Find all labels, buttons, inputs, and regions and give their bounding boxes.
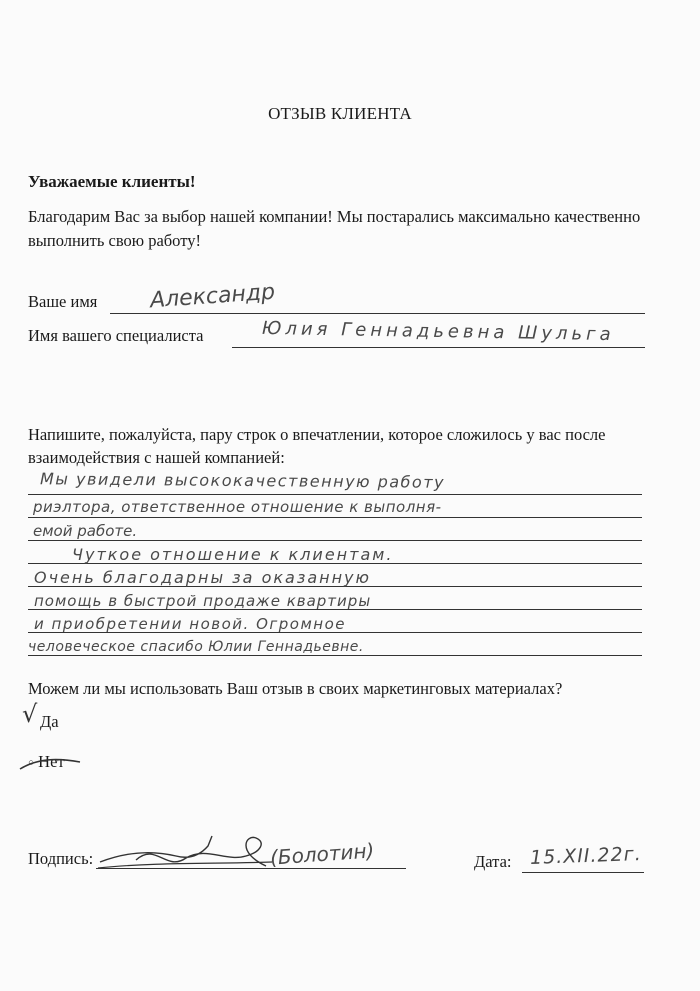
option-no-strike-icon (18, 752, 88, 774)
signature-line (96, 868, 406, 869)
review-question: Напишите, пожалуйста, пару строк о впечатлении, которое сложилось у вас после взаимодействия с нашей компанией: (28, 425, 606, 467)
signature-scribble-icon (96, 832, 276, 882)
review-text-line: помощь в быстрой продаже квартиры (34, 592, 372, 610)
review-line (28, 655, 642, 656)
review-line (28, 517, 642, 518)
review-text-line: Очень благодарны за оказанную (34, 568, 371, 587)
date-value: 15.XII.22г. (529, 843, 643, 869)
signature-label: Подпись: (28, 849, 94, 868)
option-no-bullet-icon: ○ (28, 757, 35, 769)
name-line (110, 313, 645, 314)
form-title: ОТЗЫВ КЛИЕНТА (268, 104, 412, 123)
name-label: Ваше имя (28, 292, 98, 311)
review-text-line: человеческое спасибо Юлии Геннадьевне. (28, 639, 364, 655)
intro-text: Благодарим Вас за выбор нашей компании! Мы постарались максимально качественно выполнить свою работу! (28, 207, 641, 250)
option-yes[interactable]: Да (40, 712, 59, 731)
date-label: Дата: (474, 852, 512, 871)
review-text-line: риэлтора, ответственное отношение к выполня- (33, 498, 442, 516)
review-line (28, 540, 642, 541)
specialist-label: Имя вашего специалиста (28, 326, 204, 345)
yes-checkmark: √ (22, 700, 38, 728)
review-line (28, 494, 642, 495)
greeting: Уважаемые клиенты! (28, 172, 196, 191)
review-text-line: Чуткое отношение к клиентам. (72, 545, 394, 564)
date-line (522, 872, 644, 873)
specialist-line (232, 347, 645, 348)
marketing-question: Можем ли мы использовать Ваш отзыв в своих маркетинговых материалах? (28, 679, 563, 698)
review-text-line: емой работе. (33, 522, 138, 540)
signature-name: (Болотин) (269, 838, 376, 870)
option-no: Нет (38, 752, 65, 771)
specialist-value: Юлия Геннадьевна Шульга (261, 317, 615, 346)
review-text-line: и приобретении новой. Огромное (34, 615, 347, 633)
review-text-line: Мы увидели высококачественную работу (39, 469, 446, 492)
name-value: Александр (149, 279, 276, 314)
